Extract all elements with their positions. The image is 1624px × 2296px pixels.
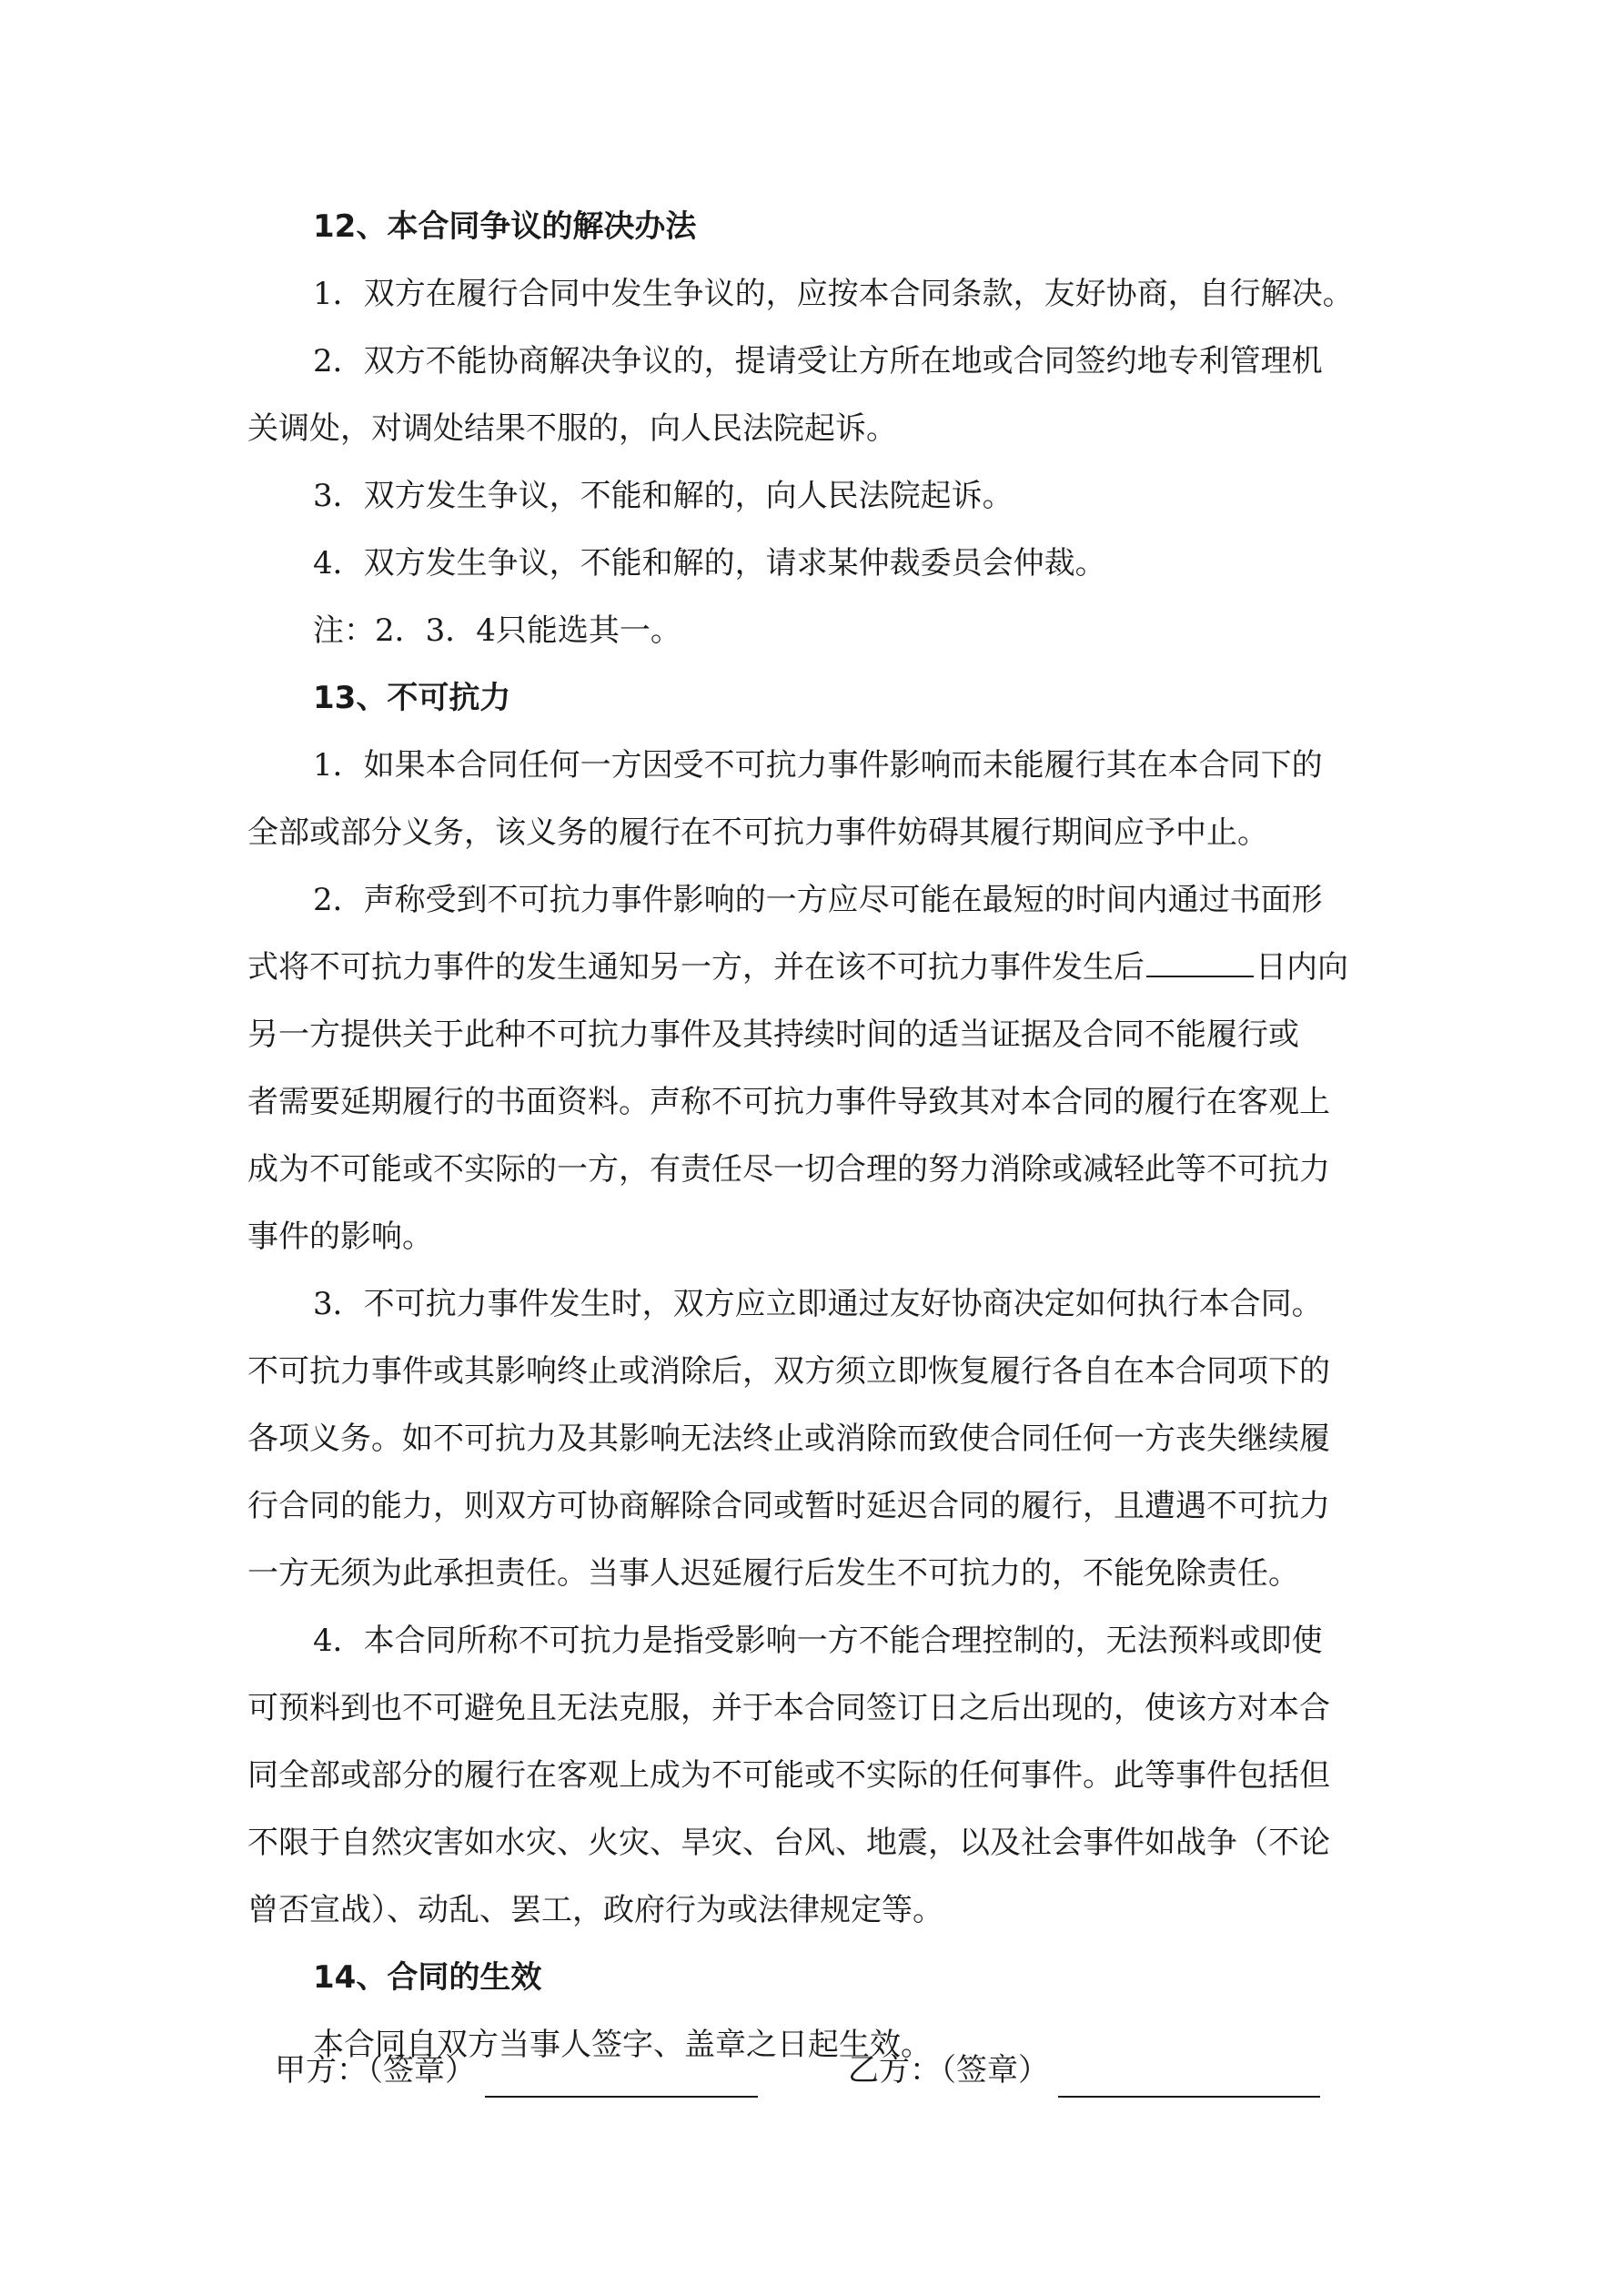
section-heading: 12、本合同争议的解决办法 <box>313 208 697 245</box>
party-a-label: 甲方：（签章） <box>275 2052 476 2089</box>
paragraph-line <box>247 1068 1385 1136</box>
line-text: 1．双方在履行合同中发生争议的，应按本合同条款，友好协商，自行解决。 <box>313 276 1354 312</box>
line-text: 一方无须为此承担责任。当事人迟延履行后发生不可抗力的，不能免除责任。 <box>247 1555 1299 1592</box>
line-text: 关调处，对调处结果不服的，向人民法院起诉。 <box>247 410 897 447</box>
paragraph-line <box>247 1405 1385 1472</box>
party-b-signature-line <box>1058 2059 1320 2098</box>
line-text: 式将不可抗力事件的发生通知另一方，并在该不可抗力事件发生后 <box>247 949 1145 986</box>
line-text: 2．双方不能协商解决争议的，提请受让方所在地或合同签约地专利管理机 <box>313 343 1323 379</box>
signature-row <box>275 2043 1367 2098</box>
line-text: 3．不可抗力事件发生时，双方应立即通过友好协商决定如何执行本合同。 <box>313 1286 1323 1322</box>
paragraph-line <box>247 866 1385 934</box>
line-text: 2．声称受到不可抗力事件影响的一方应尽可能在最短的时间内通过书面形 <box>313 882 1323 918</box>
line-text: 曾否宣战）、动乱、罢工，政府行为或法律规定等。 <box>247 1892 943 1928</box>
paragraph-line <box>247 1203 1385 1270</box>
line-text: 可预料到也不可避免且无法克服，并于本合同签订日之后出现的，使该方对本合 <box>247 1690 1330 1726</box>
line-text: 事件的影响。 <box>247 1219 433 1255</box>
line-text: 不限于自然灾害如水灾、火灾、旱灾、台风、地震，以及社会事件如战争（不论 <box>247 1825 1330 1861</box>
line-text: 全部或部分义务，该义务的履行在不可抗力事件妨碍其履行期间应予中止。 <box>247 814 1268 851</box>
line-text: 注：2．3．4只能选其一。 <box>313 612 681 649</box>
line-text-tail: 日内向 <box>1256 949 1348 986</box>
paragraph-line <box>247 328 1385 395</box>
line-text: 不可抗力事件或其影响终止或消除后，双方须立即恢复履行各自在本合同项下的 <box>247 1353 1330 1390</box>
line-text: 本合同自双方当事人签字、盖章之日起生效。 <box>313 2027 932 2063</box>
paragraph-line <box>247 462 1385 530</box>
paragraph-line <box>247 1338 1385 1405</box>
line-text: 各项义务。如不可抗力及其影响无法终止或消除而致使合同任何一方丧失继续履 <box>247 1421 1330 1457</box>
paragraph-line <box>247 1472 1385 1540</box>
line-text: 3．双方发生争议，不能和解的，向人民法院起诉。 <box>313 478 1014 514</box>
paragraph-line <box>247 395 1385 462</box>
paragraph-line <box>247 732 1385 799</box>
fill-in-blank <box>1146 948 1254 977</box>
line-text: 者需要延期履行的书面资料。声称不可抗力事件导致其对本合同的履行在客观上 <box>247 1084 1330 1120</box>
paragraph-line <box>247 260 1385 328</box>
paragraph-line <box>247 1540 1385 1607</box>
paragraph-line <box>247 1742 1385 1809</box>
line-text: 另一方提供关于此种不可抗力事件及其持续时间的适当证据及合同不能履行或 <box>247 1017 1299 1053</box>
contract-body <box>247 193 1385 2079</box>
line-text: 1．如果本合同任何一方因受不可抗力事件影响而未能履行其在本合同下的 <box>313 747 1323 784</box>
paragraph-line <box>247 1809 1385 1876</box>
party-b-signature <box>848 2043 1320 2098</box>
paragraph-line <box>247 934 1385 1001</box>
paragraph-line <box>247 1136 1385 1203</box>
party-b-label: 乙方：（签章） <box>848 2052 1049 2089</box>
paragraph-line <box>247 597 1385 664</box>
section-heading: 13、不可抗力 <box>313 680 511 716</box>
paragraph-line <box>247 530 1385 597</box>
line-text: 4．本合同所称不可抗力是指受影响一方不能合理控制的，无法预料或即使 <box>313 1623 1323 1659</box>
line-text: 4．双方发生争议，不能和解的，请求某仲裁委员会仲裁。 <box>313 545 1106 582</box>
paragraph-line <box>247 1607 1385 1674</box>
party-a-signature <box>275 2043 758 2098</box>
line-text: 同全部或部分的履行在客观上成为不可能或不实际的任何事件。此等事件包括但 <box>247 1757 1330 1794</box>
paragraph-line <box>247 1674 1385 1742</box>
section-heading: 14、合同的生效 <box>313 1959 542 1996</box>
paragraph-line <box>247 1270 1385 1338</box>
paragraph-line <box>247 799 1385 866</box>
paragraph-line <box>247 1001 1385 1068</box>
line-text: 行合同的能力，则双方可协商解除合同或暂时延迟合同的履行，且遭遇不可抗力 <box>247 1488 1330 1524</box>
line-text: 成为不可能或不实际的一方，有责任尽一切合理的努力消除或减轻此等不可抗力 <box>247 1151 1330 1188</box>
party-a-signature-line <box>485 2059 758 2098</box>
paragraph-line <box>247 1876 1385 1944</box>
